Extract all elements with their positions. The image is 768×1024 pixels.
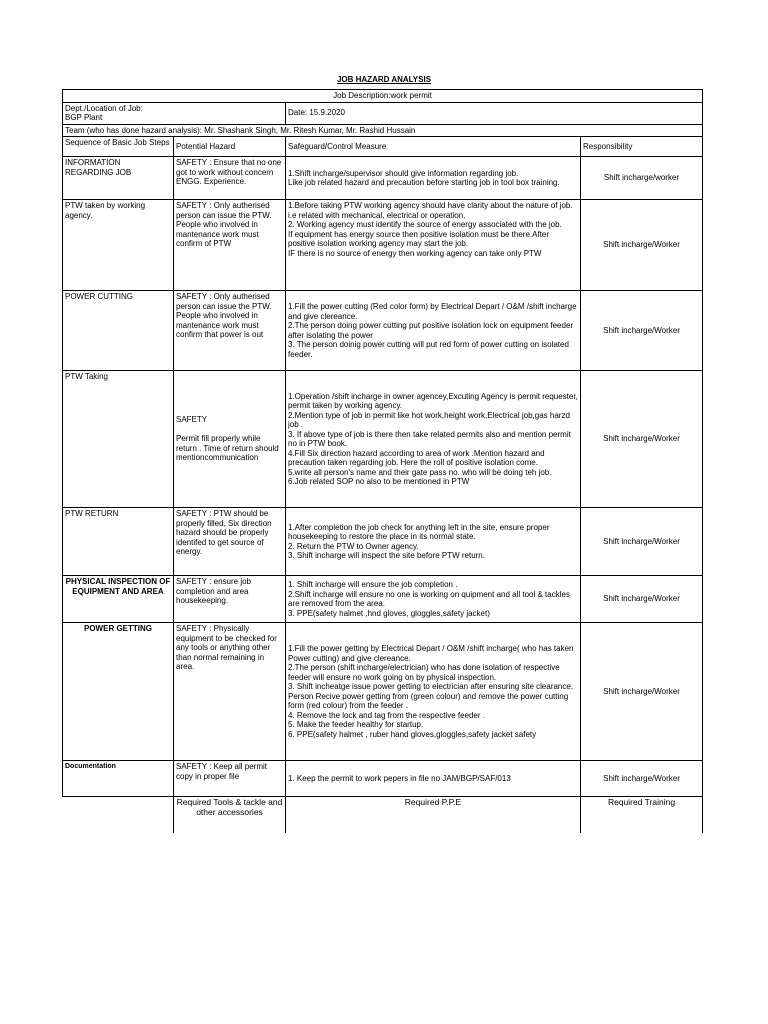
header-safeguard: Safeguard/Control Measure [286,137,581,157]
hazard-cell: SAFETY Permit fill properly while return . Time of return should mentioncommunication [174,371,286,508]
header-steps: Sequence of Basic Job Steps [63,137,174,157]
safeguard-cell: 1. Shift incharge will ensure the job completion . 2.Shift incharge will ensure no one is working on quipment and all tool & tackles are removed from the area. 3. PPE(safety halmet ,hnd gloves, gloggles,safety jacket) [286,576,581,623]
hazard-cell: SAFETY : Keep all permit copy in proper file [174,761,286,797]
safeguard-cell: 1.Operation /shift incharge in owner agencey,Excuting Agency is permit requester, permit taken by working agency. 2.Mention type of job in permit like hot work,height work,Electrical job,gas harzd job . 3. If above type of job is there then take related permits also and mention permit no in PTW book. 4.Fill Six direction hazard according to area of work .Mention hazard and precaution taken regarding job. Here the roll of positive isolation come. 5.write all person's name and their gate pass no. who will be doing teh job. 6.Job related SOP no also to be mentioned in PTW [286,371,581,508]
footer-training: Required Training [581,797,703,833]
responsibility-cell: Shift incharge/Worker [581,200,703,291]
safeguard-cell: 1. Keep the permit to work pepers in file no JAM/BGP/SAF/013 [286,761,581,797]
header-responsibility: Responsibility [581,137,703,157]
table-row [63,508,703,576]
step-cell: INFORMATION REGARDING JOB [63,157,174,200]
hazard-cell: SAFETY : Only autherised person can issue the PTW. People who involved in mantenance work must confirm that power is out [174,291,286,371]
responsibility-cell: Shift incharge/Worker [581,623,703,761]
hazard-cell: SAFETY : Ensure that no one got to work without concern ENGG. Experience. [174,157,286,200]
safeguard-cell: 1.Fill the power cutting (Red color form) by Electrical Depart / O&M /shift incharge and give clereance. 2.The person doing power cutting put positive isolation lock on equipment feeder after isolating the power 3. The person doinig power cutting will put red form of power cutting on isolated feeder. [286,291,581,371]
safeguard-cell: 1.Fill the power getting by Electrical Depart / O&M /shift incharge( who has taken Power cutting) and give clereance. 2.The person (shift incharge/electrician) who has done isolation of respective feeder will ensure no work going on by physical inspection. 3. Shift incheatge issue power getting to electrician after ensuring site clearance. Person Recive power getting from (green colour) and remove the power cutting form (red colour) from the feeder . 4. Remove the lock and tag from the respective feeder . 5. Make the feeder healthy for startup. 6. PPE(safety halmet , ruber hand gloves,gloggles,safety jacket safety [286,623,581,761]
hazard-analysis-table [62,89,703,833]
footer-blank-cell [63,797,174,833]
safeguard-cell: 1.After completion the job check for anything left in the site, ensure proper housekeeping to restore the place in its normal state. 2. Return the PTW to Owner agency. 3. Shift incharge will inspect the site before PTW return. [286,508,581,576]
responsibility-cell: Shift incharge/Worker [581,761,703,797]
responsibility-cell: Shift incharge/worker [581,157,703,200]
step-cell: PTW RETURN [63,508,174,576]
step-cell: POWER GETTING [63,623,174,761]
safeguard-cell: 1.Before taking PTW working agency should have clarity about the nature of job. i.e related with mechanical, electrical or operation. 2. Working agency must identify the source of energy associated with the job. If equipment has energy source then positive isolation must be there.After positive isolation working agency may start the job. IF there is no source of energy then working agency can take only PTW [286,200,581,291]
hazard-cell: SAFETY : Physically equipment to be checked for any tools or anything other than normal remaining in area. [174,623,286,761]
date: Date: 15.9.2020 [286,102,703,124]
responsibility-cell: Shift incharge/Worker [581,371,703,508]
responsibility-cell: Shift incharge/Worker [581,508,703,576]
step-cell: PTW taken by working agency. [63,200,174,291]
responsibility-cell: Shift incharge/Worker [581,291,703,371]
responsibility-cell: Shift incharge/Worker [581,576,703,623]
job-description: Job Description:work permit [63,90,703,103]
table-row [63,157,703,200]
table-row [63,200,703,291]
footer-ppe: Required P.P.E [286,797,581,833]
header-hazard: Potential Hazard [174,137,286,157]
table-row [63,371,703,508]
step-cell: PTW Taking [63,371,174,508]
table-row [63,761,703,797]
table-row [63,576,703,623]
safeguard-cell: 1.Shift incharge/supervisor should give information regarding job. Like job related hazard and precaution before starting job in tool box training. [286,157,581,200]
hazard-cell: SAFETY : PTW should be properly filled, Six direction hazard should be properly identifed to get source of energy. [174,508,286,576]
table-row [63,623,703,761]
step-cell: POWER CUTTING [63,291,174,371]
team: Team (who has done hazard analysis): Mr. Shashank Singh, Mr. Ritesh Kumar, Mr. Rashid Hussain [63,124,703,137]
footer-tools: Required Tools & tackle and other accessories [174,797,286,833]
hazard-cell: SAFETY : Only autherised person can issue the PTW. People who involved in mantenance work must confirm of PTW [174,200,286,291]
step-cell: Documentation [63,761,174,797]
dept-location: Dept./Location of Job: BGP Plant [63,102,286,124]
hazard-cell: SAFETY : ensure job completion and area housekeeping. [174,576,286,623]
table-row [63,291,703,371]
document-title: JOB HAZARD ANALYSIS [336,75,432,84]
step-cell: PHYSICAL INSPECTION OF EQUIPMENT AND AREA [63,576,174,623]
